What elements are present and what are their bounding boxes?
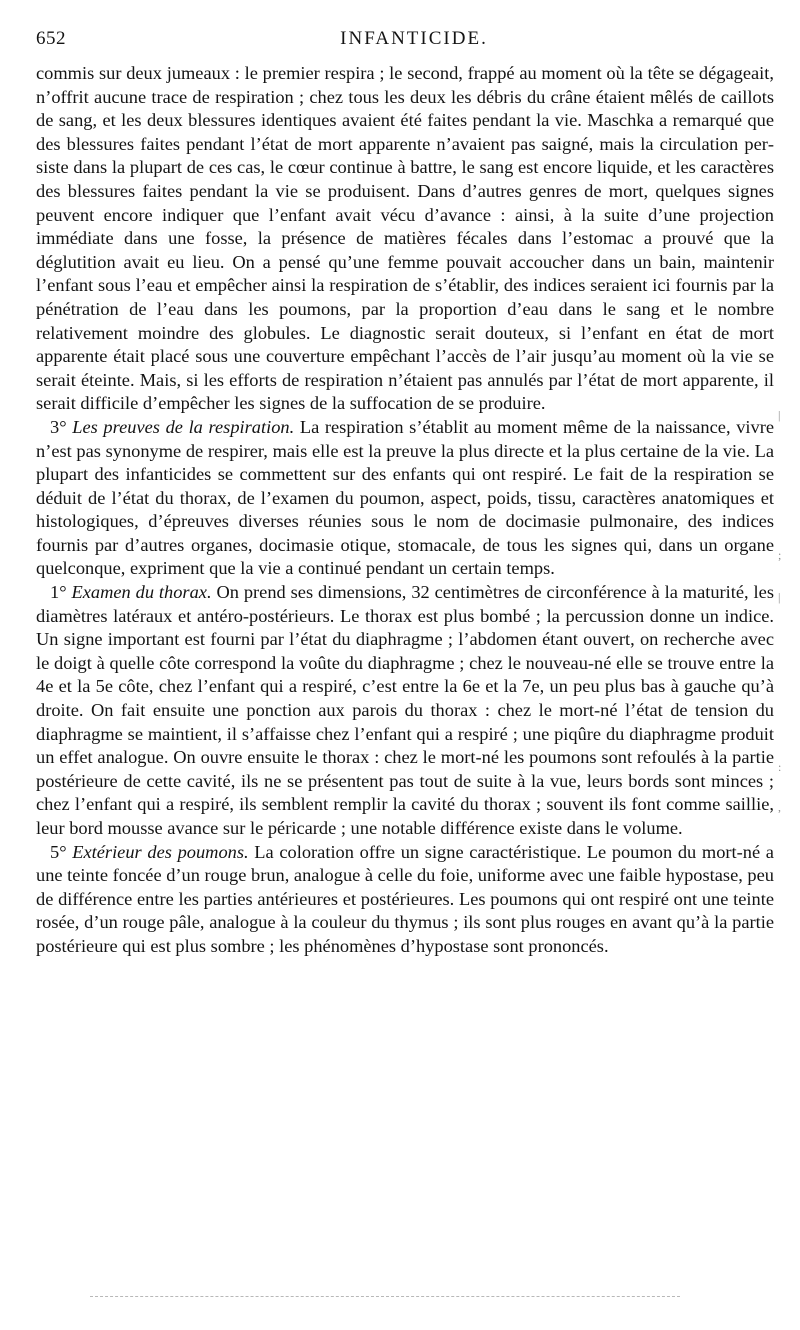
section-number: 5° (50, 841, 67, 862)
section-number: 3° (50, 416, 67, 437)
section-number: 1° (50, 582, 67, 603)
paragraph-examen-thorax (36, 581, 774, 841)
body-text (36, 62, 774, 959)
margin-speck: | (778, 590, 781, 604)
section-text: La coloration offre un signe caractéristique. Le poumon du mort-né a une teinte foncée d’un rouge brun, analogue à celle du foie, uniforme avec une faible hypostase, peu de différence entre les parties antérieures et postérieures. Les poumons qui ont respiré ont une teinte rosée, d’un rouge pâle, analogue à la couleur du thymus ; ils sont plus rouges en avant qu’à la partie postérieure qui est plus sombre ; les phénomènes d’hypostase sont prononcés. (36, 841, 774, 956)
page-bottom-rule (90, 1296, 680, 1297)
paragraph-continuation: commis sur deux jumeaux : le premier respira ; le second, frappé au moment où la tête se dégageait, n’offrit aucune trace de respiration ; chez tous les deux les débris du crâne étaient mêlés de caillots de sang, et les deux blessures identiques avaient été faites pendant la vie. Maschka a remarqué que des blessures faites pendant l’état de mort apparente n’avaient pas saigné, mais la circulation persiste dans la plupart de ces cas, le cœur continue à battre, le sang est encore liquide, et les caractères des blessures faites pendant la vie se produisent. Dans d’autres genres de mort, quelques signes peuvent encore indiquer que l’enfant avait vécu d’avance : ainsi, à la suite d’une projection immédiate dans une fosse, la présence de matières fécales dans l’estomac a prouvé que la déglutition avait eu lieu. On a pensé qu’une femme pouvait accoucher dans un bain, maintenir l’enfant sous l’eau et empêcher ainsi la respiration de s’établir, des indices seraient ici fournis par la pénétration de l’eau dans les poumons, par la proportion d’eau dans le sang et le nombre relativement moindre des globules. Le diagnostic serait douteux, si l’enfant en état de mort apparente était placé sous une couverture empêchant l’accès de l’air jusqu’au moment où la vie se serait éteinte. Mais, si les efforts de respiration n’étaient pas annulés par l’état de mort apparente, il serait difficile d’empêcher les signes de la suffocation de se produire. (36, 63, 774, 414)
section-title: Extérieur des poumons. (72, 841, 249, 862)
paragraph-exterieur-poumons (36, 841, 774, 959)
margin-speck: : (778, 760, 782, 774)
margin-speck: | (778, 408, 781, 422)
page-number: 652 (36, 28, 66, 49)
running-title: INFANTICIDE. (340, 28, 488, 49)
paragraph-preuves-respiration (36, 416, 774, 581)
section-text: La respiration s’établit au moment même de la naissance, vivre n’est pas synonyme de respirer, mais elle est la preuve la plus directe et la plus certaine de la vie. La plupart des infanticides se commettent sur des enfants qui ont respiré. Le fait de la respiration se déduit de l’état du thorax, de l’examen du poumon, aspect, poids, tissu, caractères anatomiques et histologiques, d’épreuves diverses réunies sous le nom de docimasie pulmonaire, des indices fournis par d’autres organes, docimasie otique, stomacale, de tous les signes qui, dans un organe quelconque, expriment que la vie a continué pendant un certain temps. (36, 416, 774, 579)
margin-speck: ; (778, 548, 782, 562)
margin-speck: , (778, 800, 781, 814)
section-text: On prend ses dimensions, 32 centimètres de circonférence à la maturité, les diamètres latéraux et antéro-postérieurs. Le thorax est plus bombé ; la percussion donne un indice. Un signe important est fourni par l’état du diaphragme ; l’abdomen étant ouvert, on recherche avec le doigt à quelle côte correspond la voûte du diaphragme ; chez le nouveau-né elle se trouve entre la 4e et la 5e côte, chez l’enfant qui a respiré, c’est entre la 6e et la 7e, un peu plus bas à gauche qu’à droite. On fait ensuite une ponction aux parois du thorax : chez le mort-né l’état de tension du diaphragme se maintient, il s’affaisse chez l’enfant qui a respiré ; une piqûre du diaphragme produit un effet analogue. On ouvre ensuite le thorax : chez le mort-né les poumons sont refoulés à la partie postérieure de cette cavité, ils ne se présentent pas tout de suite à la vue, leurs bords sont minces ; chez l’enfant qui a respiré, ils semblent remplir la cavité du thorax ; souvent ils font comme saillie, leur bord mousse avance sur le péricarde ; une notable différence existe dans le volume. (36, 582, 774, 838)
section-title: Les preuves de la respiration. (72, 416, 295, 437)
running-head (36, 28, 772, 54)
section-title: Examen du thorax. (71, 582, 212, 603)
